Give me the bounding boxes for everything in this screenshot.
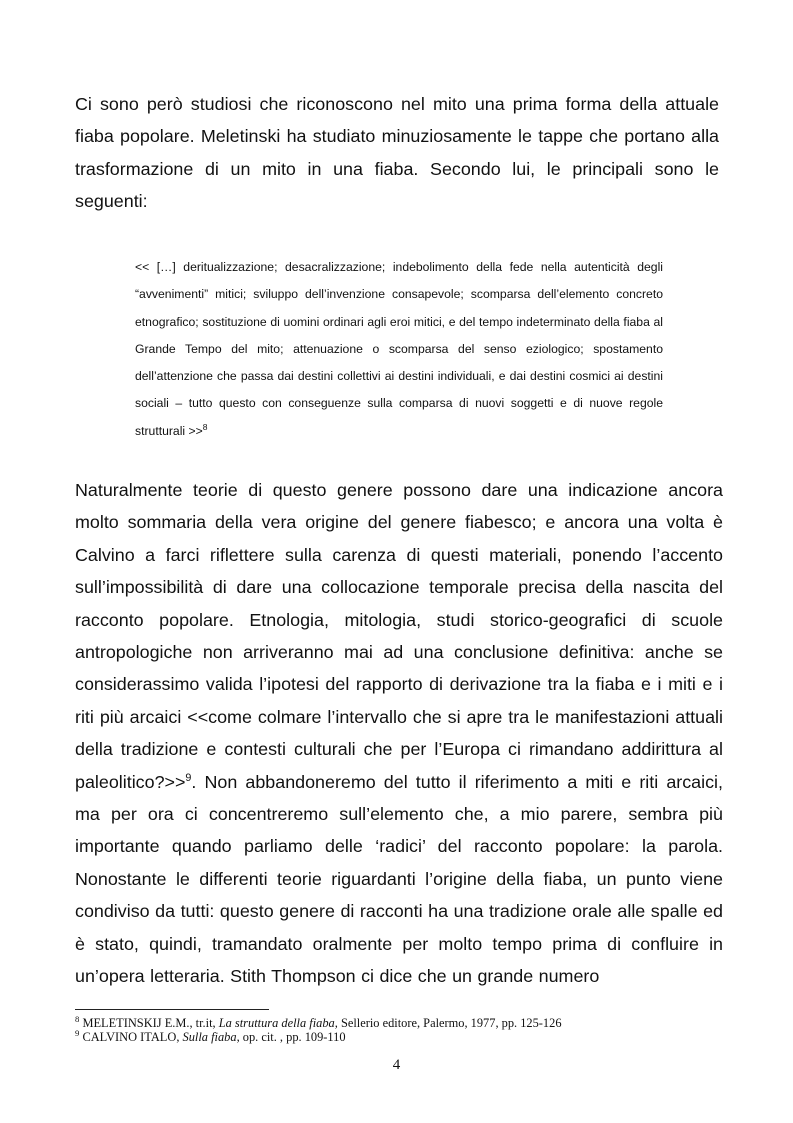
- footnote-8: [75, 1013, 562, 1031]
- footnote-number: 8: [75, 1013, 80, 1024]
- footnote-title: Sulla fiaba: [182, 1030, 237, 1044]
- footnote-publisher: Sellerio editore, Palermo, 1977, pp. 125-126: [337, 1016, 562, 1030]
- footnote-ref-8: 8: [202, 421, 208, 432]
- footnote-number: 9: [75, 1027, 80, 1038]
- paragraph-main-part1: Naturalmente teorie di questo genere possono dare una indicazione ancora molto sommaria della vera origine del genere fiabesco; e ancora una volta è Calvino a farci riflettere sulla carenza di questi materiali, ponendo l’accento sull’impossibilità di dare una collocazione temporale precisa della nascita del racconto popolare. Etnologia, mitologia, studi storico-geografici di scuole antropologiche non arriveranno mai ad una conclusione definitiva: anche se considerassimo valida l’ipotesi del rapporto di derivazione tra la fiaba e i miti e i riti più arcaici <<come colmare l’intervallo che si apre tra le manifestazioni attuali della tradizione e contesti culturali che per l’Europa ci rimandano addirittura al paleolitico?>>: [75, 480, 723, 792]
- paragraph-main: [75, 474, 723, 993]
- footnote-separator: [75, 1009, 269, 1010]
- footnote-9: [75, 1027, 346, 1045]
- footnote-title: La struttura della fiaba,: [218, 1016, 338, 1030]
- paragraph-intro: Ci sono però studiosi che riconoscono nel mito una prima forma della attuale fiaba popolare. Meletinski ha studiato minuziosamente le tappe che portano alla trasformazione di un mito in una fiaba. Secondo lui, le principali sono le seguenti:: [75, 94, 719, 212]
- footnote-author: CALVINO ITALO,: [82, 1030, 183, 1044]
- footnote-publisher: , op. cit. , pp. 109-110: [236, 1030, 346, 1044]
- paragraph-main-part2: . Non abbandoneremo del tutto il riferimento a miti e riti arcaici, ma per ora ci concentreremo sull’elemento che, a mio parere, sembra più importante quando parliamo delle ‘radici’ del racconto popolare: la parola. Nonostante le differenti teorie riguardanti l’origine della fiaba, un punto viene condiviso da tutti: questo genere di racconti ha una tradizione orale alle spalle ed è stato, quindi, tramandato oralmente per molto tempo prima di confluire in un’opera letteraria. Stith Thompson ci dice che un grande numero: [75, 771, 723, 987]
- footnote-ref-9: 9: [185, 771, 192, 784]
- quote-text: << […] deritualizzazione; desacralizzazione; indebolimento della fede nella autenticità degli “avvenimenti” mitici; sviluppo dell’invenzione consapevole; scomparsa dell’elemento concreto etnografico; sostituzione di uomini ordinari agli eroi mitici, e del tempo indeterminato della fiaba al Grande Tempo del mito; attenuazione o scomparsa del senso eziologico; spostamento dell’attenzione che passa dai destini collettivi ai destini individuali, e dai destini cosmici ai destini sociali – tutto questo con conseguenze sulla comparsa di nuovi soggetti e di nuove regole strutturali >>: [135, 260, 663, 438]
- footnote-author: MELETINSKIJ E.M., tr.it,: [82, 1016, 219, 1030]
- page-number: 4: [392, 1057, 401, 1073]
- block-quote: [135, 254, 663, 445]
